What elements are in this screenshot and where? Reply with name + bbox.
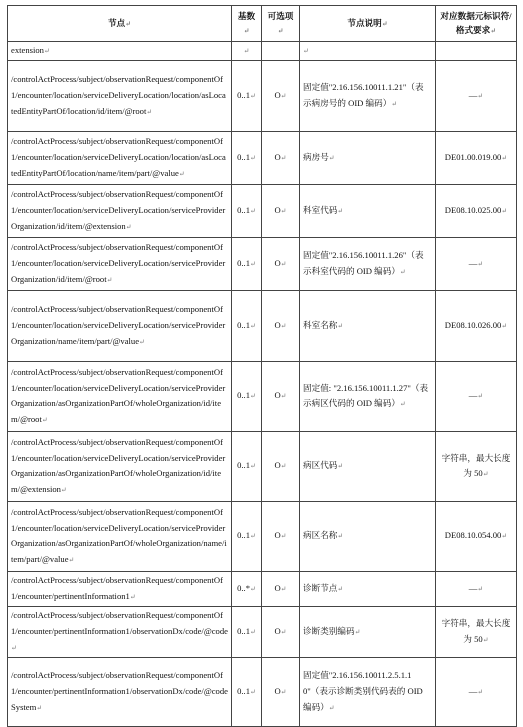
format-cell-text: 字符串，最大长度为 50 [441,617,511,644]
table-row [8,571,517,606]
format-cell [436,657,517,726]
node-path-cell [8,237,232,290]
paragraph-mark: ↵ [280,206,287,215]
paragraph-mark: ↵ [501,532,508,541]
paragraph-mark: ↵ [399,267,406,276]
node-path-cell [8,431,232,501]
format-cell [436,501,517,571]
format-cell [436,431,517,501]
cardinality-cell [232,290,262,361]
node-path-cell-text: /controlActProcess/subject/observationRequest/componentOf1/encounter/pertinentInformation1 [11,575,223,601]
description-cell [300,290,436,361]
format-cell-text: — [468,89,478,100]
paragraph-mark: ↵ [391,99,398,108]
format-cell [436,290,517,361]
description-cell [300,431,436,501]
paragraph-mark: ↵ [303,47,309,55]
format-cell [436,42,517,61]
node-path-cell [8,361,232,431]
cardinality-cell [232,237,262,290]
node-path-cell-text: /controlActProcess/subject/observationRequest/componentOf1/encounter/location/serviceDeliveryLocation/serviceProviderOrganization/name/item/part/@value [11,304,226,346]
node-path-cell-text: /controlActProcess/subject/observationRequest/componentOf1/encounter/location/serviceDeliveryLocation/serviceProviderOrganization/asOrganizationPartOf/wholeOrganization/id/item/@extension [11,436,226,495]
format-cell-text: 字符串，最大长度为 50 [441,452,511,479]
paragraph-mark: ↵ [280,91,287,100]
paragraph-mark: ↵ [280,153,287,162]
format-cell [436,606,517,657]
specification-table [7,5,517,727]
paragraph-mark: ↵ [477,584,484,593]
table-row [8,237,517,290]
node-path-cell [8,501,232,571]
paragraph-mark: ↵ [337,206,344,215]
description-cell [300,184,436,237]
optional-cell [262,60,300,131]
paragraph-mark: ↵ [280,392,287,401]
description-cell-text: 科室名称 [303,319,338,330]
table-row [8,290,517,361]
paragraph-mark: ↵ [354,627,361,636]
format-cell [436,131,517,184]
node-path-cell-text: /controlActProcess/subject/observationRequest/componentOf1/encounter/location/serviceDeliveryLocation/serviceProviderOrganization/asOrganizationPartOf/wholeOrganization/name/item/part/@value [11,506,227,565]
table-row [8,60,517,131]
header-description-label: 节点说明 [347,17,382,28]
description-cell [300,237,436,290]
paragraph-mark: ↵ [250,153,256,162]
optional-cell-text: O [274,582,281,593]
node-path-cell [8,60,232,131]
format-cell [436,60,517,131]
cardinality-cell [232,657,262,726]
paragraph-mark: ↵ [280,687,287,696]
node-path-cell [8,42,232,61]
cardinality-cell [232,431,262,501]
format-cell-text: DE01.00.019.00 [444,151,502,162]
paragraph-mark: ↵ [399,400,406,409]
paragraph-mark: ↵ [501,206,508,215]
table-row [8,361,517,431]
paragraph-mark: ↵ [250,91,256,100]
format-cell [436,571,517,606]
optional-cell-text: O [274,89,281,100]
paragraph-mark: ↵ [328,703,335,712]
format-cell-text: — [468,257,478,268]
optional-cell-text: O [274,319,281,330]
cardinality-cell-text: 0..1 [237,685,250,696]
format-cell-text: DE08.10.054.00 [444,530,502,541]
paragraph-mark: ↵ [146,107,153,116]
table-row [8,657,517,726]
paragraph-mark: ↵ [501,321,508,330]
description-cell [300,657,436,726]
cardinality-cell-text: 0..1 [237,390,250,401]
cardinality-cell-text: 0..1 [237,89,250,100]
description-cell-text: 固定值: "2.16.156.10011.1.27"（表示病区代码的 OID 编码） [303,382,429,409]
cardinality-cell [232,60,262,131]
description-cell-text: 病区名称 [303,530,338,541]
cardinality-cell [232,606,262,657]
paragraph-mark: ↵ [280,627,287,636]
cardinality-cell [232,184,262,237]
description-cell [300,501,436,571]
format-cell [436,184,517,237]
optional-cell [262,42,300,61]
paragraph-mark: ↵ [250,206,256,215]
node-path-cell-text: /controlActProcess/subject/observationRequest/componentOf1/encounter/pertinentInformation1/observationDx/code/@codeSystem [11,669,228,712]
paragraph-mark: ↵ [477,91,484,100]
format-cell [436,237,517,290]
node-path-cell-text: /controlActProcess/subject/observationRequest/componentOf1/encounter/pertinentInformation1/observationDx/code/@code [11,609,228,636]
cardinality-cell-text: 0..1 [237,257,250,268]
cardinality-cell [232,42,262,61]
node-path-cell-text: /controlActProcess/subject/observationRequest/componentOf1/encounter/location/serviceDeliveryLocation/location/asLocatedEntityPartOf/location/name/item/part/@value [11,136,226,178]
optional-cell-text: O [274,685,281,696]
format-cell-text: DE08.10.025.00 [444,204,502,215]
optional-cell [262,131,300,184]
optional-cell [262,237,300,290]
description-cell-text: 固定值"2.16.156.10011.2.5.1.10"（表示诊断类别代码表的 OID 编码） [303,669,423,712]
table-row [8,131,517,184]
optional-cell-text: O [274,204,281,215]
paragraph-mark: ↵ [477,259,484,268]
paragraph-mark: ↵ [43,47,50,55]
optional-cell [262,290,300,361]
header-optional-label: 可选项 [267,10,294,21]
table-row [8,42,517,61]
description-cell-text: 诊断类别编码 [303,625,355,636]
paragraph-mark: ↵ [178,169,185,178]
description-cell-text: 科室代码 [303,204,338,215]
format-cell-text: DE08.10.026.00 [444,319,502,330]
optional-cell-text: O [274,151,281,162]
header-optional: 可选项↵ [262,6,300,42]
cardinality-cell-text: 0..1 [237,319,250,330]
paragraph-mark: ↵ [337,462,344,471]
cardinality-cell-text: 0..1 [237,151,250,162]
cardinality-cell-text: 0..1 [237,460,250,471]
paragraph-mark: ↵ [482,470,489,479]
paragraph-mark: ↵ [337,321,344,330]
description-cell-text: 病区代码 [303,460,338,471]
paragraph-mark: ↵ [36,703,43,712]
paragraph-mark: ↵ [250,259,256,268]
table-row [8,431,517,501]
table-row [8,184,517,237]
description-cell-text: 病房号 [303,151,329,162]
optional-cell-text: O [274,257,281,268]
description-cell [300,606,436,657]
paragraph-mark: ↵ [250,584,256,593]
cardinality-cell-text: 0..1 [237,204,250,215]
paragraph-mark: ↵ [328,153,335,162]
node-path-cell [8,657,232,726]
paragraph-mark: ↵ [280,462,287,471]
cardinality-cell-text: 0..1 [237,625,250,636]
table-header-row [8,6,517,42]
description-cell [300,361,436,431]
paragraph-mark: ↵ [477,392,484,401]
paragraph-mark: ↵ [250,532,256,541]
node-path-cell [8,290,232,361]
paragraph-mark: ↵ [501,153,508,162]
paragraph-mark: ↵ [280,259,287,268]
header-description: 节点说明↵ [300,6,436,42]
cardinality-cell-text: 0..* [237,582,250,593]
description-cell [300,60,436,131]
node-path-cell [8,184,232,237]
description-cell-text: 固定值"2.16.156.10011.1.21"（表示病房号的 OID 编码） [303,82,424,108]
paragraph-mark: ↵ [337,584,344,593]
paragraph-mark: ↵ [337,532,344,541]
node-path-cell [8,571,232,606]
optional-cell [262,361,300,431]
paragraph-mark: ↵ [129,592,136,601]
cardinality-cell [232,571,262,606]
table-row [8,606,517,657]
optional-cell [262,431,300,501]
node-path-cell-text: /controlActProcess/subject/observationRequest/componentOf1/encounter/location/serviceDeliveryLocation/serviceProviderOrganization/id/item/@extension [11,189,226,231]
format-cell-text: — [468,582,478,593]
cardinality-cell [232,361,262,431]
paragraph-mark: ↵ [41,416,48,425]
optional-cell [262,657,300,726]
header-format: 对应数据元标识符/格式要求↵ [436,6,517,42]
node-path-cell-text: extension [11,45,44,55]
optional-cell [262,571,300,606]
paragraph-mark: ↵ [68,556,75,565]
paragraph-mark: ↵ [482,635,489,644]
paragraph-mark: ↵ [280,321,287,330]
table-row [8,501,517,571]
cardinality-cell-text: 0..1 [237,530,250,541]
optional-cell-text: O [274,530,281,541]
cardinality-cell [232,131,262,184]
paragraph-mark: ↵ [250,687,256,696]
paragraph-mark: ↵ [280,584,287,593]
description-cell [300,42,436,61]
optional-cell-text: O [274,460,281,471]
paragraph-mark: ↵ [477,687,484,696]
node-path-cell [8,131,232,184]
optional-cell [262,606,300,657]
header-node: 节点↵ [8,6,232,42]
description-cell [300,571,436,606]
paragraph-mark: ↵ [250,462,256,471]
optional-cell-text: O [274,625,281,636]
table-body [8,42,517,727]
format-cell-text: — [468,685,478,696]
format-cell [436,361,517,431]
paragraph-mark: ↵ [106,275,113,284]
cardinality-cell [232,501,262,571]
header-node-label: 节点 [107,17,126,28]
paragraph-mark: ↵ [243,47,250,55]
node-path-cell-text: /controlActProcess/subject/observationRequest/componentOf1/encounter/location/serviceDeliveryLocation/serviceProviderOrganization/asOrganizationPartOf/wholeOrganization/id/item/@root [11,366,226,425]
paragraph-mark: ↵ [280,532,287,541]
header-cardinality: 基数↵ [232,6,262,42]
header-cardinality-label: 基数 [237,10,256,21]
paragraph-mark: ↵ [250,627,256,636]
paragraph-mark: ↵ [125,222,132,231]
paragraph-mark: ↵ [11,643,17,652]
paragraph-mark: ↵ [139,337,145,346]
description-cell-text: 固定值"2.16.156.10011.1.26"（表示科室代码的 OID 编码） [303,250,424,276]
node-path-cell-text: /controlActProcess/subject/observationRequest/componentOf1/encounter/location/serviceDeliveryLocation/location/asLocatedEntityPartOf/location/id/item/@root [11,74,226,116]
optional-cell [262,501,300,571]
paragraph-mark: ↵ [60,486,67,495]
description-cell-text: 诊断节点 [303,582,338,593]
paragraph-mark: ↵ [250,321,256,330]
node-path-cell [8,606,232,657]
optional-cell-text: O [274,390,281,401]
node-path-cell-text: /controlActProcess/subject/observationRequest/componentOf1/encounter/location/serviceDeliveryLocation/serviceProviderOrganization/id/item/@root [11,242,226,284]
header-format-label: 对应数据元标识符/格式要求 [440,10,512,35]
format-cell-text: — [468,390,478,401]
paragraph-mark: ↵ [250,392,256,401]
optional-cell [262,184,300,237]
description-cell [300,131,436,184]
